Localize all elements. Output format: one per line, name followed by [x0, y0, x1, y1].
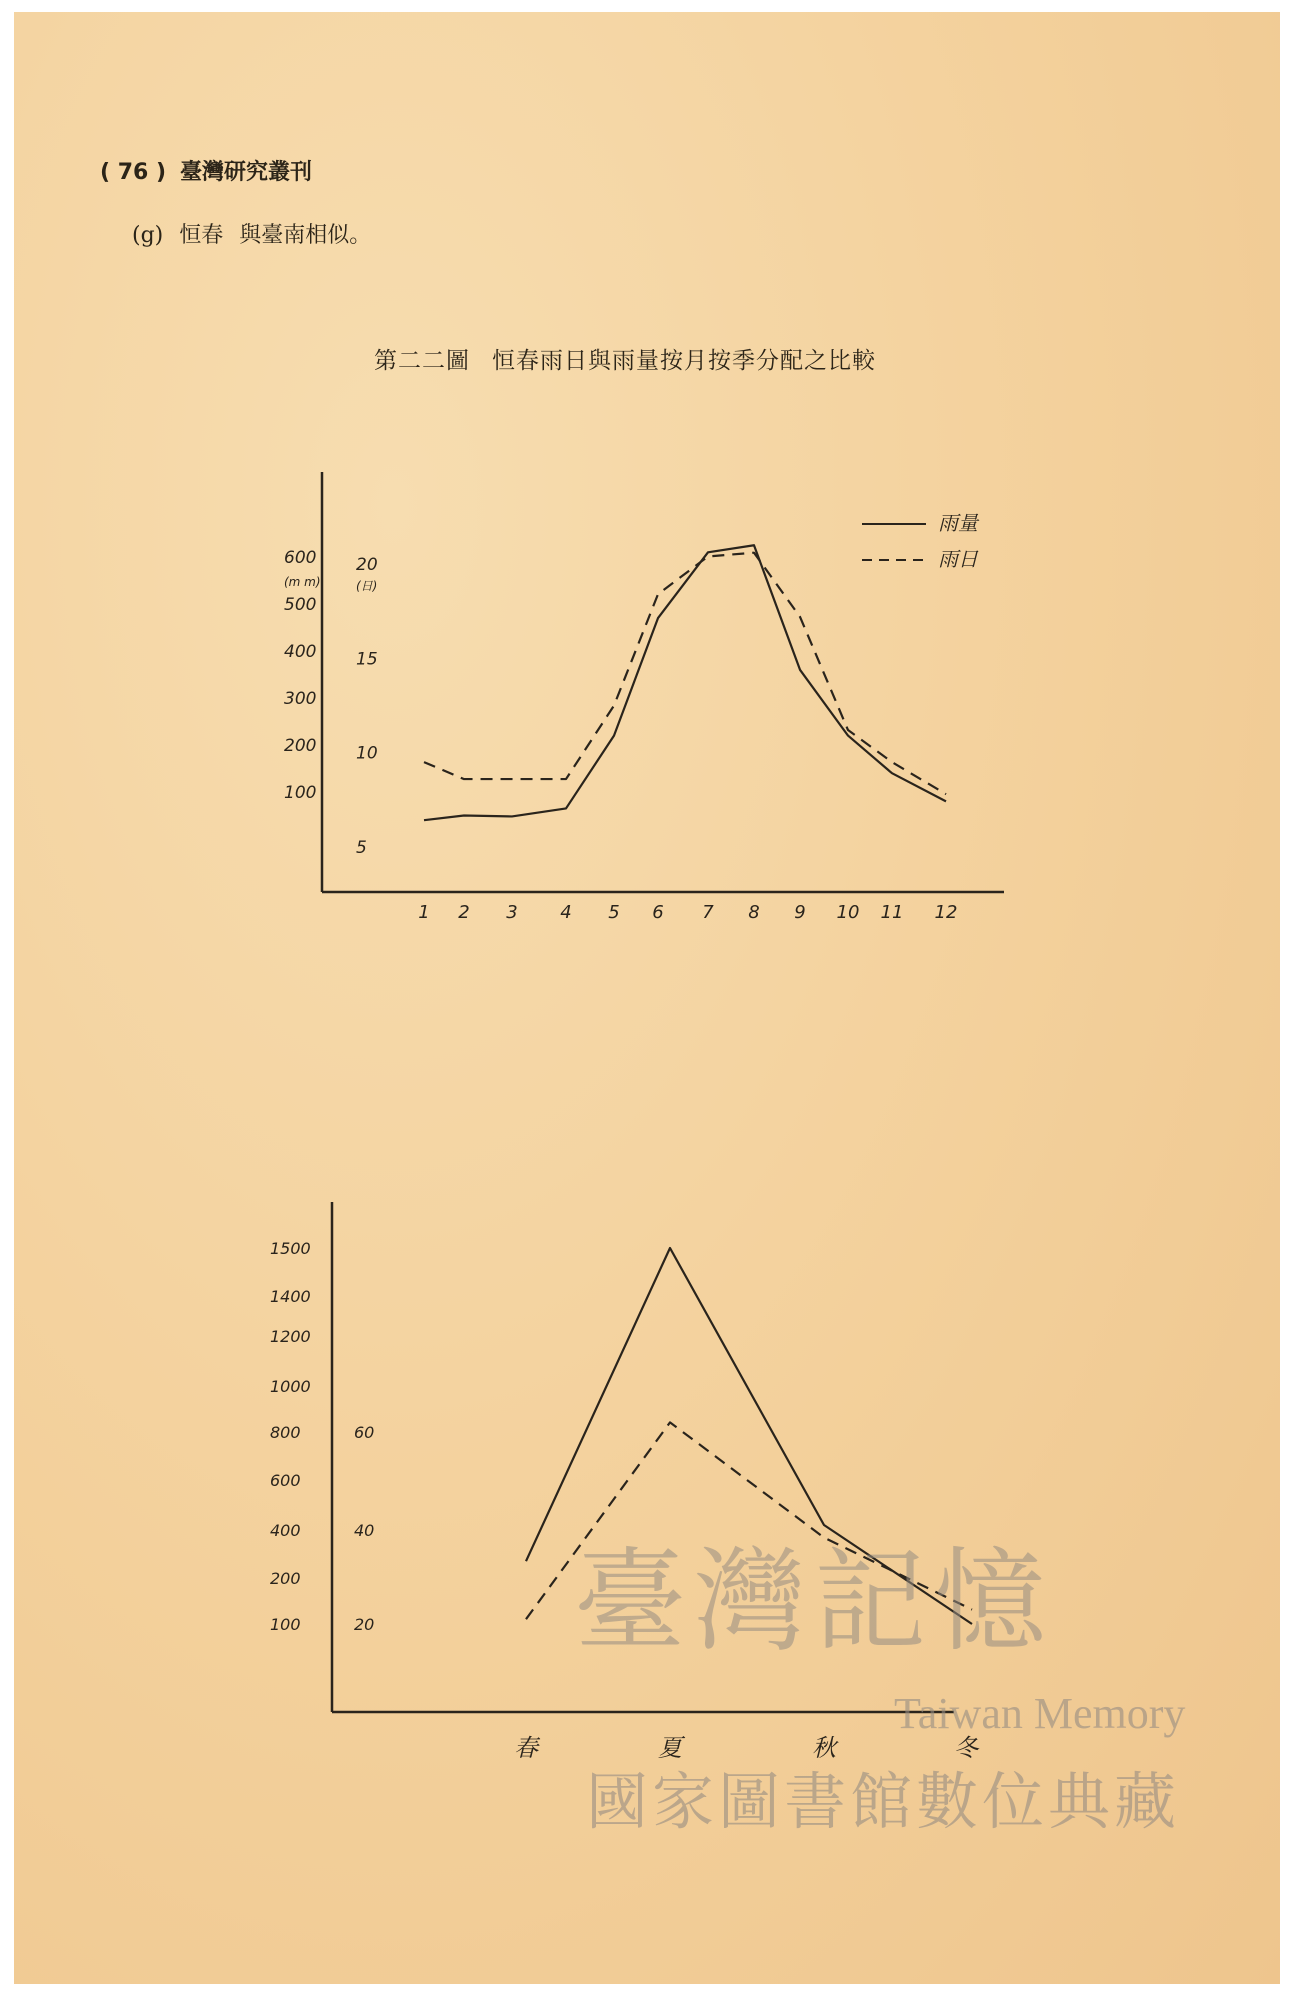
page-number: ( 76 ) — [100, 160, 167, 185]
season-label: 春 — [514, 1734, 538, 1762]
figure-caption: 恒春雨日與雨量按月按季分配之比較 — [492, 348, 876, 374]
right-tick-label-2: 20 — [354, 1615, 375, 1634]
watermark-english: Taiwan Memory — [894, 1689, 1186, 1738]
x-tick-label: 4 — [560, 902, 572, 923]
legend-raindays-label: 雨日 — [938, 547, 978, 571]
x-tick-label: 6 — [652, 902, 664, 923]
left-tick-label: 200 — [284, 736, 317, 756]
x-tick-label: 8 — [748, 902, 760, 923]
left-tick-label-2: 800 — [270, 1423, 301, 1442]
left-tick-label: 100 — [284, 783, 317, 803]
x-tick-label: 7 — [702, 902, 714, 923]
section-text: 與臺南相似。 — [239, 223, 372, 248]
left-tick-label-2: 400 — [270, 1521, 301, 1540]
figure-number: 第二二圖 — [374, 348, 470, 374]
x-tick-label: 2 — [458, 902, 470, 923]
left-tick-label: 400 — [284, 642, 317, 662]
x-tick-label: 5 — [608, 902, 620, 923]
left-tick-label: 600 — [284, 548, 317, 568]
x-tick-label: 11 — [880, 902, 904, 923]
watermark-library: 國家圖書館數位典藏 — [586, 1765, 1181, 1838]
x-tick-label: 1 — [418, 902, 430, 923]
left-tick-label-2: 600 — [270, 1471, 301, 1490]
right-tick-label-2: 60 — [354, 1423, 375, 1442]
right-tick-label: 15 — [356, 649, 378, 670]
left-tick-label-2: 1400 — [270, 1287, 311, 1306]
right-tick-label-2: 40 — [354, 1521, 375, 1540]
x-tick-label: 12 — [934, 902, 958, 923]
section-place: 恒春 — [179, 223, 224, 248]
x-tick-label: 10 — [836, 902, 860, 923]
watermark-title: 臺灣記憶 — [574, 1537, 1054, 1667]
left-tick-label-2: 1000 — [270, 1377, 311, 1396]
series-raindays-line — [424, 553, 946, 794]
season-label: 夏 — [658, 1734, 682, 1762]
scanned-page — [14, 12, 1280, 1984]
left-tick-label-2: 1500 — [270, 1239, 311, 1258]
right-tick-label: 5 — [356, 838, 367, 858]
legend-rainfall-label: 雨量 — [938, 511, 978, 535]
x-tick-label: 9 — [794, 902, 806, 923]
right-axis-unit: (日) — [356, 579, 378, 593]
season-label: 冬 — [954, 1734, 978, 1762]
right-tick-label: 10 — [356, 743, 378, 764]
section-label: (g) — [132, 223, 164, 248]
x-tick-label: 3 — [506, 902, 518, 923]
left-tick-label-2: 1200 — [270, 1327, 311, 1346]
left-tick-label: 300 — [284, 689, 317, 709]
left-tick-label-2: 100 — [270, 1615, 301, 1634]
left-tick-label-2: 200 — [270, 1569, 301, 1588]
right-tick-label: 20 — [356, 555, 378, 575]
journal-title: 臺灣研究叢刊 — [180, 160, 313, 185]
season-label: 秋 — [812, 1734, 836, 1762]
left-axis-unit: (m m) — [284, 575, 321, 589]
left-tick-label: 500 — [284, 595, 317, 615]
